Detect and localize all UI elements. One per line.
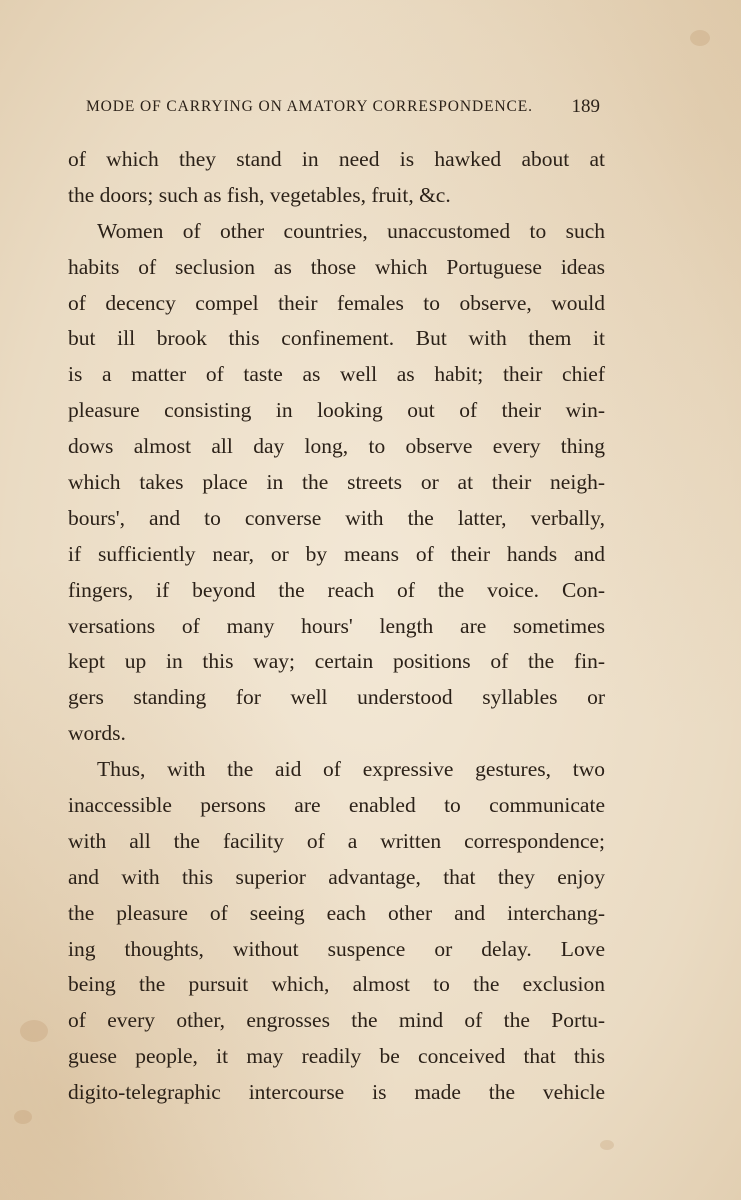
text-line: bours', and to converse with the latter, verbally, (68, 505, 605, 530)
foxing-stain (14, 1110, 32, 1124)
body-text (68, 142, 605, 1111)
text-line: fingers, if beyond the reach of the voice. Con- (68, 577, 605, 602)
text-line: inaccessible persons are enabled to communicate (68, 793, 605, 818)
text-line: with all the facility of a written correspondence; (68, 828, 605, 853)
text-line: words. (68, 721, 126, 746)
text-line: of every other, engrosses the mind of the Portu- (68, 1008, 605, 1033)
paragraph (68, 214, 605, 752)
text-line: but ill brook this confinement. But with them it (68, 326, 605, 351)
running-head (86, 98, 600, 124)
text-line: habits of seclusion as those which Portuguese ideas (68, 254, 605, 279)
text-line: digito-telegraphic intercourse is made the vehicle (68, 1080, 605, 1105)
text-line: ing thoughts, without suspence or delay. Love (68, 936, 605, 961)
text-line: gers standing for well understood syllables or (68, 685, 605, 710)
text-line: pleasure consisting in looking out of their win- (68, 398, 605, 423)
text-line: kept up in this way; certain positions of the fin- (68, 649, 605, 674)
text-line: being the pursuit which, almost to the exclusion (68, 972, 605, 997)
paragraph (68, 142, 605, 214)
text-line: dows almost all day long, to observe every thing (68, 434, 605, 459)
text-line: guese people, it may readily be conceived that this (68, 1044, 605, 1069)
text-line: of which they stand in need is hawked about at (68, 147, 605, 171)
foxing-stain (600, 1140, 614, 1150)
foxing-stain (20, 1020, 48, 1042)
running-head-title: MODE OF CARRYING ON AMATORY CORRESPONDENCE. (86, 98, 533, 115)
text-line: if sufficiently near, or by means of their hands and (68, 541, 605, 566)
foxing-stain (690, 30, 710, 46)
text-line: and with this superior advantage, that they enjoy (68, 864, 605, 889)
page-number: 189 (571, 96, 600, 117)
text-line: versations of many hours' length are sometimes (68, 613, 605, 638)
paragraph (68, 752, 605, 1111)
text-line: the doors; such as fish, vegetables, fruit, &c. (68, 182, 451, 207)
text-line: the pleasure of seeing each other and interchang- (68, 900, 605, 925)
text-line: Thus, with the aid of expressive gestures, two (97, 757, 605, 782)
text-line: which takes place in the streets or at their neigh- (68, 470, 605, 495)
text-line: Women of other countries, unaccustomed to such (97, 218, 605, 243)
text-line: is a matter of taste as well as habit; their chief (68, 362, 605, 387)
text-line: of decency compel their females to observe, would (68, 290, 605, 315)
